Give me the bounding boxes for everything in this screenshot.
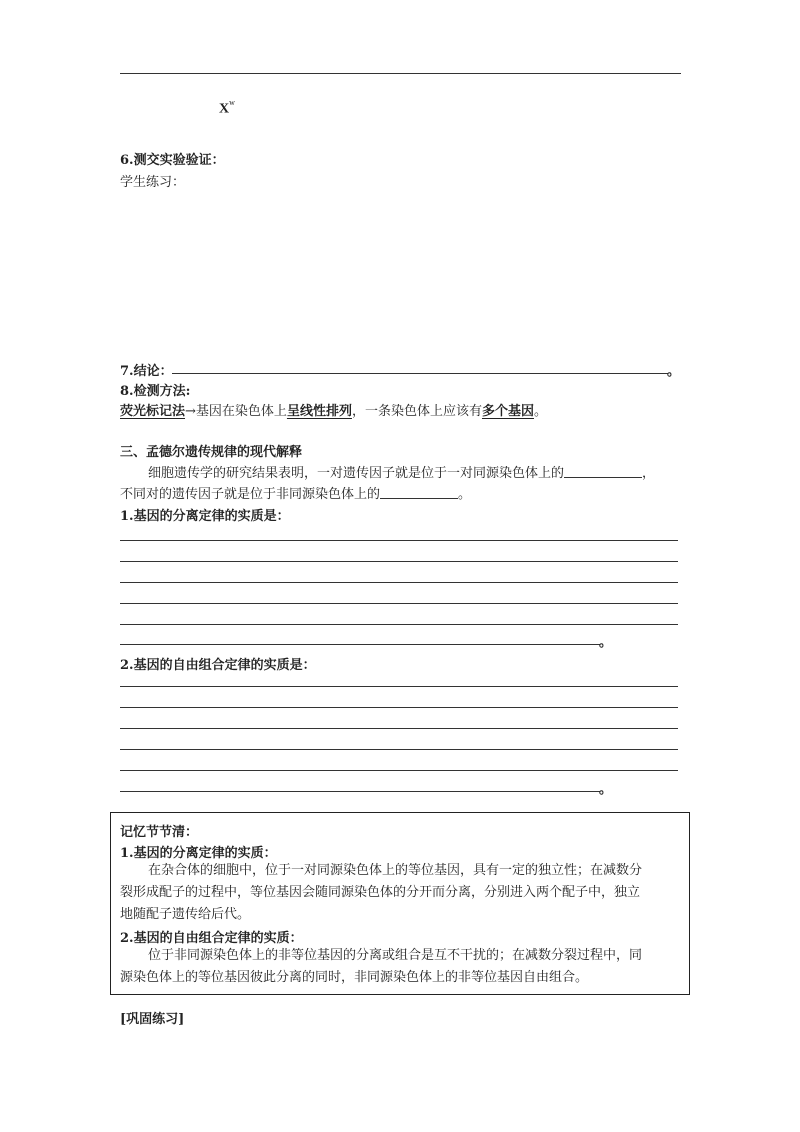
- q1-answer-line: [120, 603, 678, 604]
- q2-answer-line: [120, 770, 678, 771]
- linear-arrangement-term: 呈线性排列: [286, 404, 352, 419]
- q1-answer-line: [120, 624, 678, 625]
- section-3-heading: 三、孟德尔遗传规律的现代解释: [120, 445, 303, 460]
- memory-p2-line-2: 源染色体上的等位基因彼此分离的同时，非同源染色体上的非等位基因自由组合。: [120, 970, 589, 985]
- conclusion-answer-line: [172, 373, 668, 374]
- section-8-heading: 8.检测方法:: [120, 384, 191, 399]
- consolidation-practice-label: [巩固练习]: [120, 1012, 185, 1027]
- q1-answer-line: [120, 582, 678, 583]
- q1-period: 。: [599, 635, 613, 650]
- q2-answer-line: [120, 686, 678, 687]
- memory-h2: 2.基因的自由组合定律的实质：: [120, 931, 303, 946]
- header-rule: [120, 73, 681, 74]
- q1-answer-line: [120, 540, 678, 541]
- q2-period: 。: [599, 782, 613, 797]
- conclusion-label: 7.结论：: [120, 364, 173, 379]
- method-term: 荧光标记法: [120, 404, 186, 419]
- method-text-2: ，一条染色体上应该有: [351, 404, 482, 419]
- method-text-1: 基因在染色体上: [195, 404, 287, 419]
- memory-p2-line-1: 位于非同源染色体上的非等位基因的分离或组合是互不干扰的；在减数分裂过程中，同: [148, 948, 643, 963]
- blank-allelic: [564, 465, 642, 478]
- memory-p1-line-3: 地随配子遗传给后代。: [120, 907, 251, 922]
- q2-answer-line: [120, 707, 678, 708]
- method-text-3: 。: [533, 404, 547, 419]
- detection-method-line: [120, 400, 547, 419]
- q2-answer-line: [120, 728, 678, 729]
- memory-p1-line-1: 在杂合体的细胞中，位于一对同源染色体上的等位基因，具有一定的独立性；在减数分: [148, 863, 643, 878]
- q1-heading: 1.基因的分离定律的实质是：: [120, 509, 290, 524]
- q1-answer-line: [120, 644, 600, 645]
- q2-answer-line: [120, 791, 600, 792]
- modern-explanation-line-2: 不同对的遗传因子就是位于非同源染色体上的 。: [120, 487, 472, 502]
- conclusion-period: 。: [667, 364, 681, 379]
- student-practice-label: 学生练习：: [120, 175, 186, 190]
- q2-answer-line: [120, 749, 678, 750]
- q2-heading: 2.基因的自由组合定律的实质是：: [120, 658, 316, 673]
- q1-answer-line: [120, 561, 678, 562]
- memory-title: 记忆节节清：: [120, 825, 199, 840]
- memory-h1: 1.基因的分离定律的实质：: [120, 846, 277, 861]
- section-6-heading: 6.测交实验验证：: [120, 153, 225, 168]
- multiple-genes-term: 多个基因: [481, 404, 534, 419]
- modern-explanation-line-1: 细胞遗传学的研究结果表明，一对遗传因子就是位于一对同源染色体上的 ，: [148, 466, 656, 481]
- memory-p1-line-2: 裂形成配子的过程中，等位基因会随同源染色体的分开而分离，分别进入两个配子中，独立: [120, 885, 641, 900]
- blank-nonhomologous: [380, 486, 458, 499]
- genotype-xw: $X^w$: [219, 98, 235, 117]
- arrow-icon: →: [185, 404, 196, 419]
